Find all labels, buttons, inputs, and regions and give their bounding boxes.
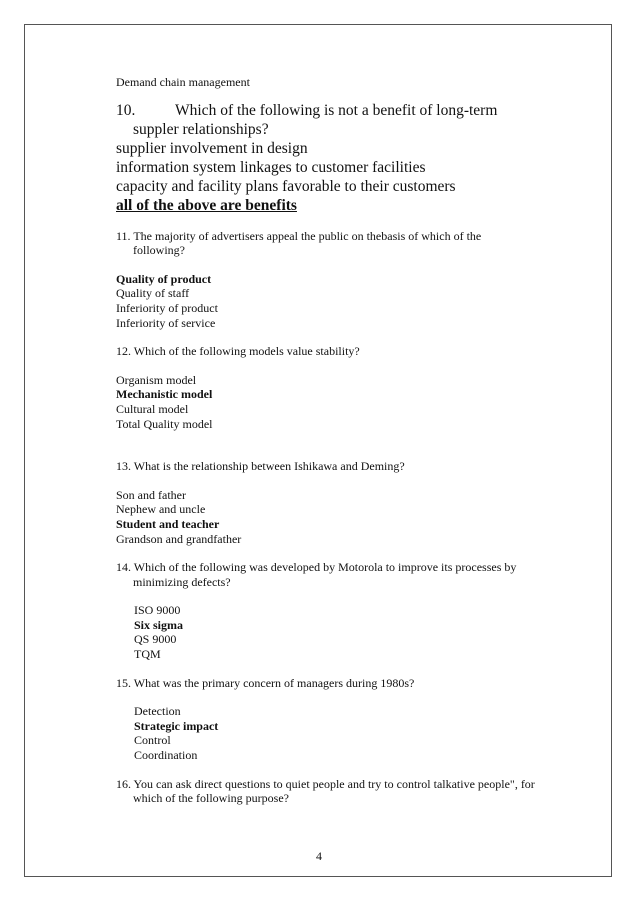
question-16 [116, 777, 536, 806]
option: capacity and facility plans favorable to their customers [116, 177, 456, 195]
correct-option: Quality of product [116, 271, 212, 286]
question-13-text: 13. What is the relationship between Ishikawa and Deming? [116, 459, 405, 474]
option: Coordination [134, 748, 198, 763]
question-11 [116, 229, 536, 331]
page-header: Demand chain management [116, 75, 250, 89]
option: Cultural model [116, 401, 189, 416]
option: Inferiority of service [116, 315, 216, 330]
question-16-text: 16. You can ask direct questions to quiet people and try to control talkative people", for which of the following purpose? [116, 776, 535, 806]
option: TQM [134, 647, 161, 662]
question-10-label: Which of the following is not a benefit of long-term suppler relationships? [133, 101, 498, 138]
option: Organism model [116, 372, 197, 387]
option: QS 9000 [134, 632, 177, 647]
correct-option: all of the above are benefits [116, 196, 297, 214]
question-13 [116, 459, 536, 546]
question-10 [116, 101, 536, 215]
option: Nephew and uncle [116, 502, 206, 517]
question-15-text: 15. What was the primary concern of managers during 1980s? [116, 675, 415, 690]
option: ISO 9000 [134, 603, 181, 618]
option: Son and father [116, 487, 186, 502]
option: supplier involvement in design [116, 139, 308, 157]
document-body [116, 75, 536, 806]
question-15 [116, 676, 536, 763]
question-10-text [116, 101, 536, 139]
correct-option: Six sigma [134, 617, 184, 632]
option: Quality of staff [116, 286, 190, 301]
option: Detection [134, 704, 181, 719]
page-number: 4 [316, 849, 322, 863]
question-11-text: 11. The majority of advertisers appeal the public on thebasis of which of the following? [116, 228, 482, 258]
question-12 [116, 344, 536, 431]
option: Total Quality model [116, 416, 213, 431]
correct-option: Strategic impact [134, 718, 219, 733]
correct-option: Mechanistic model [116, 387, 213, 402]
question-14-text: 14. Which of the following was developed by Motorola to improve its processes by minimizing defects? [116, 560, 517, 589]
question-14 [116, 560, 536, 662]
question-12-text: 12. Which of the following models value stability? [116, 344, 360, 359]
option: information system linkages to customer facilities [116, 158, 426, 176]
option: Control [134, 733, 171, 748]
option: Inferiority of product [116, 300, 218, 315]
correct-option: Student and teacher [116, 516, 220, 531]
question-10-number: 10. [116, 101, 136, 119]
option: Grandson and grandfather [116, 531, 242, 546]
